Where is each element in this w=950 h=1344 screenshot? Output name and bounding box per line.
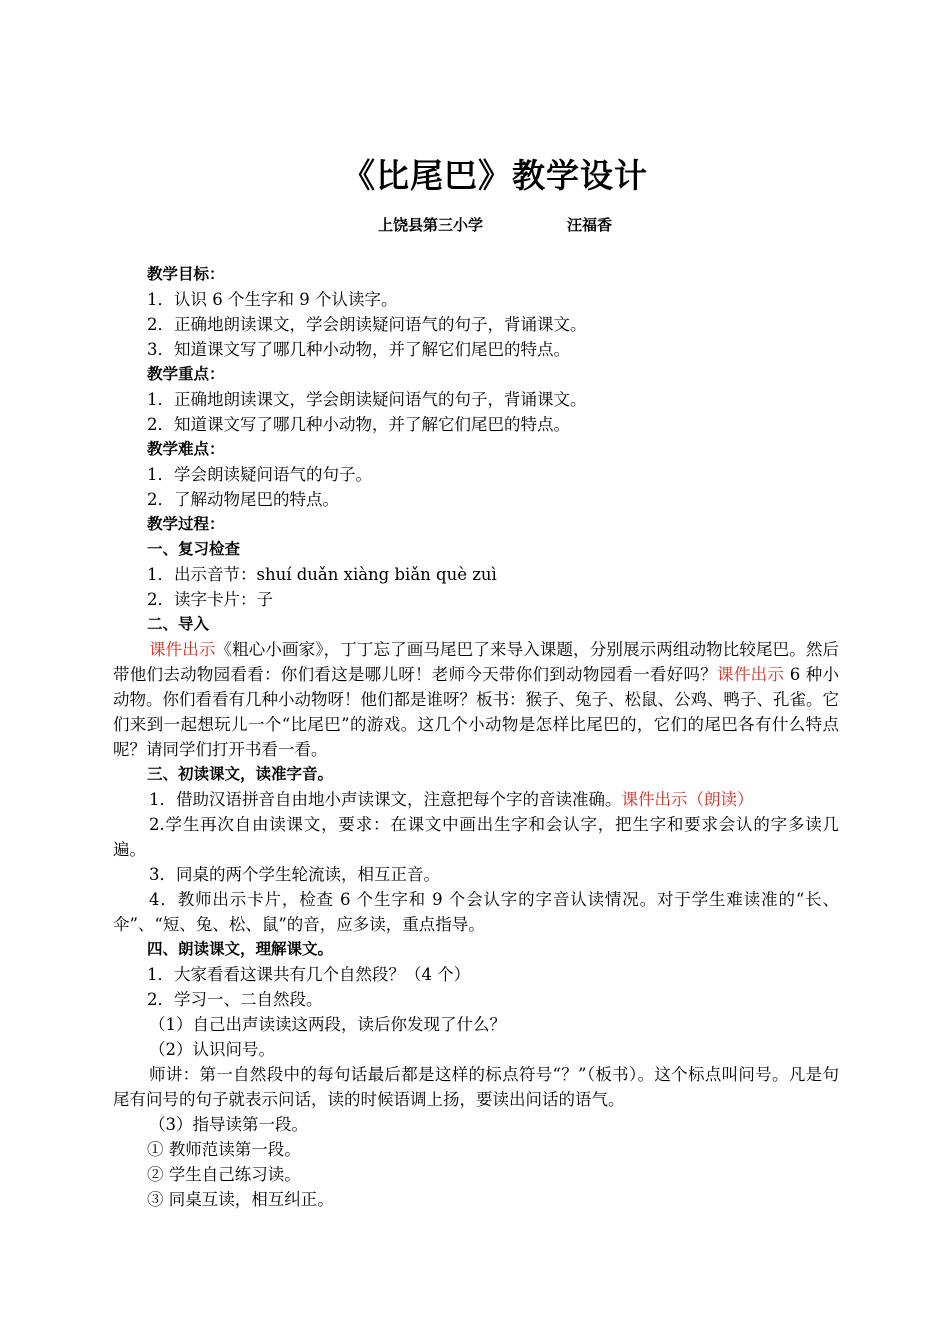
courseware-note: 课件出示 bbox=[717, 665, 785, 684]
byline bbox=[0, 214, 950, 235]
courseware-note: 课件出示（朗读） bbox=[621, 790, 754, 809]
paragraph-text: 6 种小动物。你们看看有几种小动物呀！他们都是谁呀？板书：猴子、兔子、松鼠、公鸡、鸭子、孔雀。它们来到一起想玩儿一个“比尾巴”的游戏。这几个小动物是怎样比尾巴的，它们的尾巴各有什么特点呢？请同学们打开书看一看。 bbox=[113, 665, 839, 759]
list-item: 4．教师出示卡片，检查 6 个生字和 9 个会认字的字音认读情况。对于学生难读准的“长、伞”、“短、兔、松、鼠”的音，应多读，重点指导。 bbox=[113, 890, 839, 934]
list-item: 1．学会朗读疑问语气的句子。 bbox=[147, 465, 372, 484]
document-body bbox=[113, 262, 839, 1212]
page-title: 《比尾巴》教学设计 bbox=[342, 156, 648, 195]
list-item: （2）认识问号。 bbox=[149, 1040, 275, 1059]
list-item: 2．了解动物尾巴的特点。 bbox=[147, 490, 339, 509]
list-item: ① 教师范读第一段。 bbox=[147, 1140, 301, 1159]
step-heading-reading-aloud: 四、朗读课文，理解课文。 bbox=[147, 940, 334, 958]
list-item: 2．正确地朗读课文，学会朗读疑问语气的句子，背诵课文。 bbox=[147, 315, 587, 334]
list-item: 1．大家看看这课共有几个自然段？（4 个） bbox=[147, 965, 471, 984]
list-item: 2．学习一、二自然段。 bbox=[147, 990, 323, 1009]
list-item: 3．同桌的两个学生轮流读，相互正音。 bbox=[149, 865, 440, 884]
list-item: 1．正确地朗读课文，学会朗读疑问语气的句子，背诵课文。 bbox=[147, 390, 587, 409]
section-heading-key-points: 教学重点： bbox=[147, 365, 225, 383]
section-heading-goals: 教学目标： bbox=[147, 265, 225, 283]
list-item: （3）指导读第一段。 bbox=[149, 1115, 308, 1134]
paragraph-text: 《粗心小画家》，丁丁忘了画马尾巴了来导入课题，分别展示两组动物比较尾巴。然后带他们去动物园看看：你们看这是哪儿呀！老师今天带你们到动物园看一看好吗？ bbox=[113, 640, 840, 684]
step-heading-review: 一、复习检查 bbox=[147, 540, 241, 558]
author-name: 汪福香 bbox=[567, 216, 613, 234]
list-item: 1．出示音节：shuí duǎn xiàng biǎn què zuì bbox=[147, 565, 497, 584]
list-item bbox=[113, 787, 839, 812]
step-heading-intro: 二、导入 bbox=[147, 615, 210, 633]
list-item: 1．认识 6 个生字和 9 个认读字。 bbox=[147, 290, 398, 309]
school-name: 上饶县第三小学 bbox=[377, 216, 483, 234]
list-item: ② 学生自己练习读。 bbox=[147, 1165, 301, 1184]
list-item: （1）自己出声读读这两段，读后你发现了什么？ bbox=[149, 1015, 506, 1034]
list-item: 2．读字卡片：子 bbox=[147, 590, 273, 609]
paragraph-intro bbox=[113, 637, 839, 762]
paragraph-teacher-talk: 师讲：第一自然段中的每句话最后都是这样的标点符号“？”（板书）。这个标点叫问号。凡是句尾有问号的句子就表示问话，读的时候语调上扬，要读出问话的语气。 bbox=[113, 1065, 839, 1109]
step-heading-first-reading: 三、初读课文，读准字音。 bbox=[147, 765, 334, 783]
list-item: 2．知道课文写了哪几种小动物，并了解它们尾巴的特点。 bbox=[147, 415, 570, 434]
list-item: 2.学生再次自由读课文，要求：在课文中画出生字和会认字，把生字和要求会认的字多读几遍。 bbox=[113, 815, 839, 859]
section-heading-difficulties: 教学难点： bbox=[147, 440, 225, 458]
paragraph-text: 1．借助汉语拼音自由地小声读课文，注意把每个字的音读准确。 bbox=[149, 790, 622, 809]
section-heading-process: 教学过程： bbox=[147, 515, 225, 533]
list-item: ③ 同桌互读，相互纠正。 bbox=[147, 1190, 334, 1209]
list-item: 3．知道课文写了哪几种小动物，并了解它们尾巴的特点。 bbox=[147, 340, 570, 359]
courseware-note: 课件出示 bbox=[149, 640, 216, 659]
